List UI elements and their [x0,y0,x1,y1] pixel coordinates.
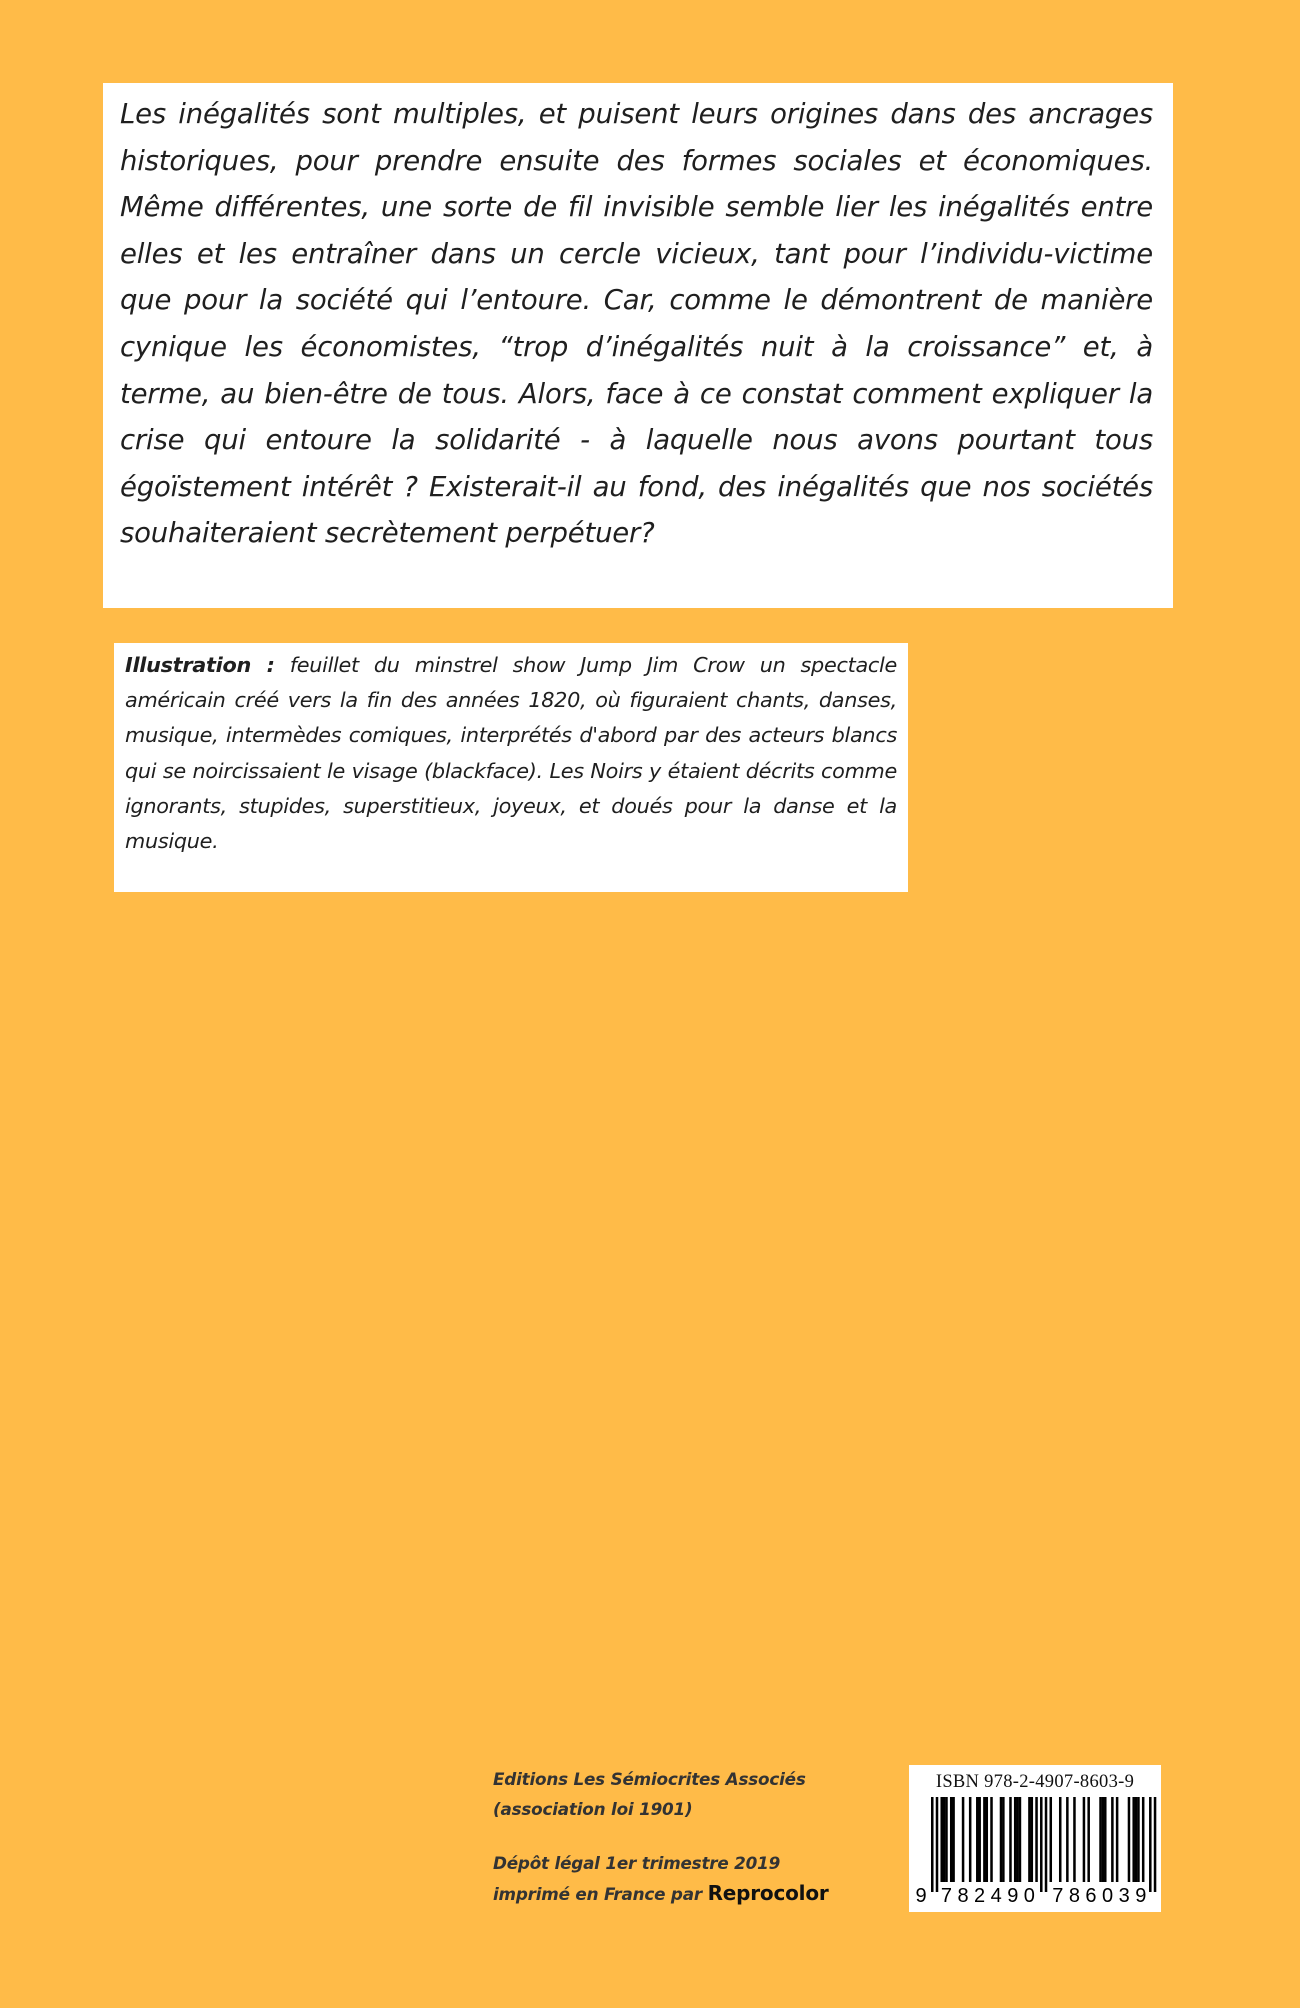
barcode-bar [1083,1797,1086,1882]
ean-barcode-graphic [909,1765,1161,1912]
barcode-digit: 2 [974,1885,986,1907]
publisher-name: Editions Les Sémiocrites Associés [493,1769,806,1789]
printed-by-prefix: imprimé en France par [493,1884,702,1904]
barcode-digit: 9 [915,1885,927,1907]
barcode-bar [1154,1797,1157,1892]
back-cover-blurb [103,83,1173,608]
barcode-bar [1045,1797,1048,1892]
caption-text: feuillet du minstrel show Jump Jim Crow un spectacle américain créé vers la fin des années 1820, où figuraient chants, danses, musique, intermèdes comiques, interprétés d'abord par des acteurs blancs qui se noircissaient le visage (blackface). Les Noirs y étaient décrits comme ignorants, stupides, superstitieux, joyeux, et doués pour la danse et la musique. [125,653,897,854]
barcode-bar [1111,1797,1114,1882]
illustration-caption [114,643,908,892]
barcode-bar [983,1797,986,1882]
barcode-bar [1000,1797,1003,1882]
barcode-digit: 7 [940,1885,952,1907]
barcode-bar [986,1797,989,1882]
barcode-digit: 9 [1135,1885,1147,1907]
barcode-bar [945,1797,948,1882]
barcode-bar [1116,1797,1119,1882]
caption-label: Illustration : [125,653,275,677]
barcode-bar [1099,1797,1102,1882]
barcode-bar [950,1797,953,1882]
barcode-bar [931,1797,934,1892]
barcode-bar [978,1797,981,1882]
isbn-barcode [909,1765,1161,1912]
barcode-bar [976,1797,979,1882]
barcode-bar [1104,1797,1107,1882]
barcode-bar [1142,1797,1145,1882]
barcode-digit: 8 [957,1885,969,1907]
barcode-bar [1059,1797,1062,1882]
barcode-bar [1128,1797,1131,1882]
barcode-bar [1137,1797,1140,1882]
barcode-bar [1149,1797,1152,1892]
barcode-bar [943,1797,946,1882]
barcode-digit: 6 [1085,1885,1097,1907]
barcode-bar [952,1797,955,1882]
barcode-bar [1040,1797,1043,1892]
printed-by [493,1878,873,1909]
barcode-bar [1019,1797,1022,1882]
barcode-bar [969,1797,972,1882]
barcode-bar [1028,1797,1031,1882]
barcode-bar [1050,1797,1053,1882]
barcode-digit: 4 [990,1885,1002,1907]
publisher-info [493,1764,873,1909]
barcode-digit: 0 [1023,1885,1035,1907]
barcode-bar [1035,1797,1038,1882]
blurb-text: Les inégalités sont multiples, et puisent leurs origines dans des ancrages historiques, pour prendre ensuite des formes sociales et économiques. Même différentes, une sorte de fil invisible semble lier les inégalités entre elles et les entraîner dans un cercle vicieux, tant pour l’individu-victime que pour la société qui l’entoure. Car, comme le démontrent de manière cynique les économistes, “trop d’inégalités nuit à la croissance” et, à terme, au bien-être de tous. Alors, face à ce constat comment expliquer la crise qui entoure la solidarité - à laquelle nous avons pourtant tous égoïstement intérêt ? Existerait-il au fond, des inégalités que nos sociétés souhaiteraient secrètement perpétuer? [120,98,1153,550]
isbn-label: ISBN 978-2-4907-8603-9 [935,1772,1135,1792]
barcode-digit: 0 [1101,1885,1114,1907]
barcode-digit: 9 [1007,1885,1019,1907]
barcode-bar [1073,1797,1076,1882]
barcode-bar [1031,1797,1034,1882]
barcode-digit: 8 [1068,1885,1080,1907]
barcode-digit: 3 [1118,1885,1130,1907]
barcode-bar [936,1797,939,1892]
barcode-bar [1135,1797,1138,1882]
publisher-status: (association loi 1901) [493,1799,693,1819]
barcode-bar [1087,1797,1090,1882]
barcode-bar [1002,1797,1005,1882]
barcode-bar [962,1797,965,1882]
barcode-bar [1102,1797,1105,1882]
publisher-spacer [493,1824,873,1848]
barcode-bar [990,1797,993,1882]
barcode-bar [940,1797,943,1882]
barcode-digit: 7 [1052,1885,1064,1907]
barcode-bar [1014,1797,1017,1882]
barcode-bar [1016,1797,1019,1882]
printer-name: Reprocolor [707,1881,829,1905]
barcode-bar [1132,1797,1135,1882]
barcode-bar [1066,1797,1069,1882]
legal-deposit: Dépôt légal 1er trimestre 2019 [493,1853,781,1873]
barcode-bar [1009,1797,1012,1882]
